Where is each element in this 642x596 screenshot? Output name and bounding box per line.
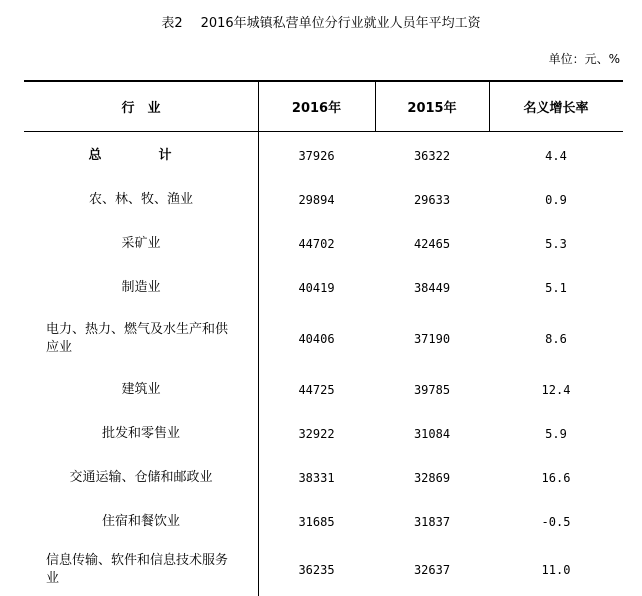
wage-2016-cell: 40406 (298, 332, 335, 346)
table-row (24, 412, 623, 456)
industry-cell (24, 368, 258, 412)
table-row (24, 368, 623, 412)
growth-rate-cell: -0.5 (541, 515, 571, 529)
industry-cell (24, 412, 258, 456)
table-title (0, 12, 642, 31)
header-bottom-rule (24, 131, 623, 132)
industry-cell (24, 266, 258, 310)
wage-2016-cell: 38331 (298, 471, 335, 485)
industry-label: 信息传输、软件和信息技术服务业 (46, 553, 229, 586)
growth-rate-cell: 5.1 (545, 281, 567, 295)
wage-2015-cell: 32637 (413, 563, 451, 577)
table-row (24, 500, 623, 544)
header-growth-rate: 名义增长率 (523, 101, 589, 116)
wage-2016-cell: 44725 (298, 383, 335, 397)
header-2015: 2015年 (407, 101, 457, 116)
industry-label: 建筑业 (121, 382, 161, 397)
header-industry: 行 业 (121, 101, 161, 116)
wage-2015-cell: 38449 (413, 281, 451, 295)
wage-2016-cell: 29894 (298, 193, 335, 207)
wage-2015-cell: 29633 (413, 193, 451, 207)
industry-cell (24, 544, 258, 596)
wage-2016-cell: 44702 (298, 237, 335, 251)
wage-2015-cell: 32869 (413, 471, 451, 485)
growth-rate-cell: 4.4 (545, 149, 567, 163)
table-row (24, 456, 623, 500)
table-number: 表2 (161, 16, 183, 31)
wage-2016-cell: 31685 (298, 515, 335, 529)
industry-cell (24, 500, 258, 544)
growth-rate-cell: 5.3 (545, 237, 567, 251)
industry-label: 交通运输、仓储和邮政业 (69, 470, 213, 485)
industry-cell (24, 222, 258, 266)
growth-rate-cell: 11.0 (541, 563, 571, 577)
industry-label: 采矿业 (121, 236, 161, 251)
wage-2015-cell: 42465 (413, 237, 451, 251)
growth-rate-cell: 0.9 (545, 193, 567, 207)
wage-2015-cell: 36322 (413, 149, 451, 163)
table-row (24, 222, 623, 266)
industry-label: 制造业 (121, 280, 161, 295)
table-title-text: 2016年城镇私营单位分行业就业人员年平均工资 (200, 16, 481, 31)
industry-label: 总 计 (88, 148, 194, 163)
wage-2015-cell: 39785 (413, 383, 451, 397)
industry-label: 批发和零售业 (101, 426, 180, 441)
wage-2015-cell: 37190 (413, 332, 451, 346)
industry-cell (24, 456, 258, 500)
unit-note: 单位：元、% (548, 52, 620, 66)
wage-2016-cell: 40419 (298, 281, 335, 295)
header-2016: 2016年 (291, 101, 342, 116)
growth-rate-cell: 16.6 (541, 471, 571, 485)
wage-2015-cell: 31837 (413, 515, 451, 529)
growth-rate-cell: 5.9 (545, 427, 567, 441)
table-row (24, 544, 623, 596)
wage-2015-cell: 31084 (413, 427, 451, 441)
table-row (24, 178, 623, 222)
wage-2016-cell: 36235 (298, 563, 335, 577)
industry-cell (24, 134, 258, 178)
wage-2016-cell: 32922 (298, 427, 335, 441)
industry-cell (24, 310, 258, 368)
industry-label: 农、林、牧、渔业 (88, 192, 193, 207)
wage-2016-cell: 37926 (298, 149, 335, 163)
table-row (24, 266, 623, 310)
table-row (24, 310, 623, 368)
growth-rate-cell: 8.6 (545, 332, 567, 346)
industry-label: 电力、热力、燃气及水生产和供应业 (46, 322, 229, 355)
table-row (24, 134, 623, 178)
industry-label: 住宿和餐饮业 (101, 514, 180, 529)
growth-rate-cell: 12.4 (541, 383, 571, 397)
industry-cell (24, 178, 258, 222)
